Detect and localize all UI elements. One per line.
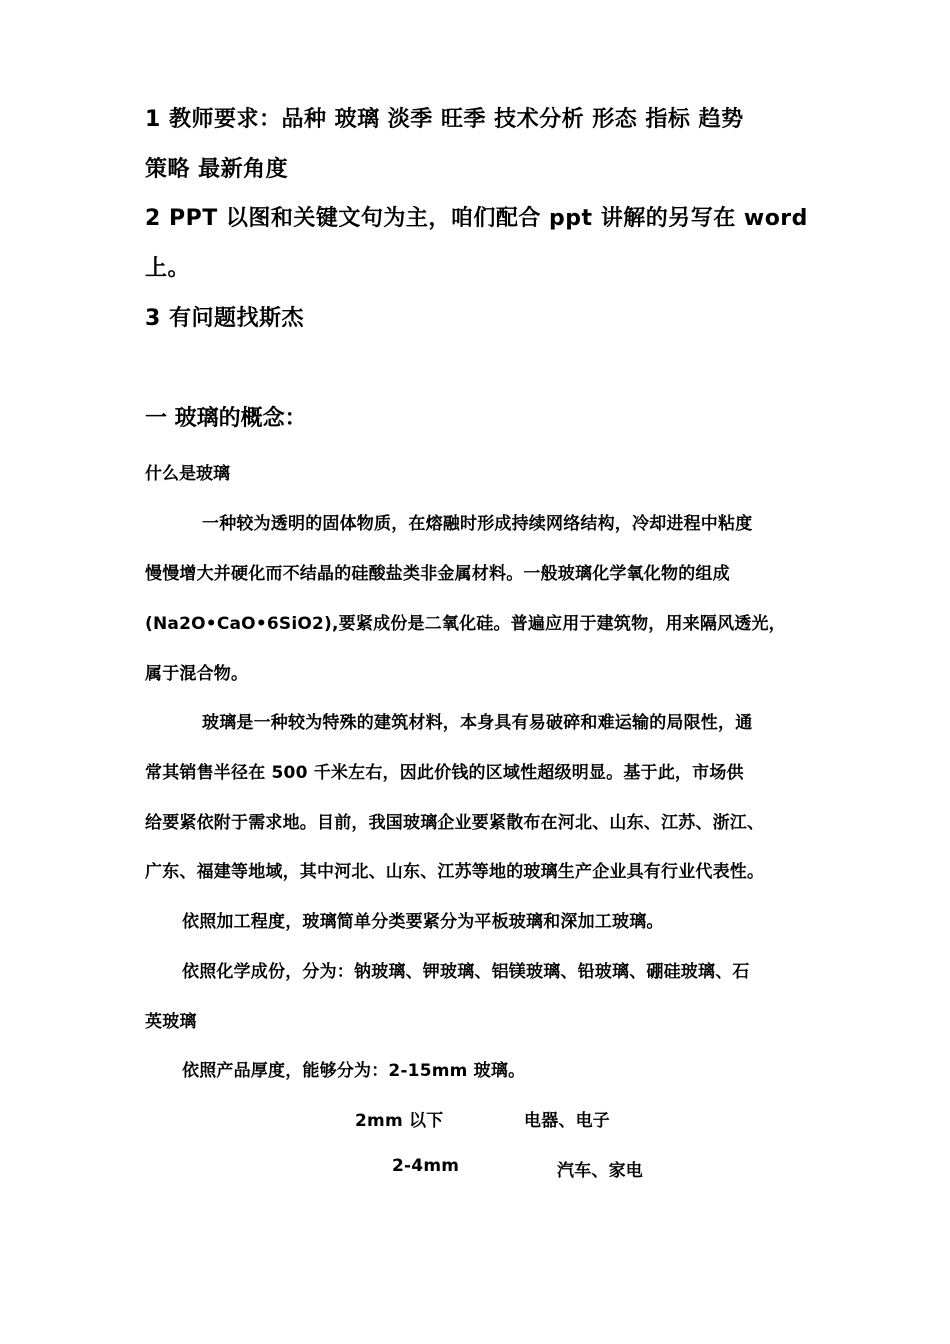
para1-line: 一种较为透明的固体物质，在熔融时形成持续网络结构，冷却进程中粘度 [202, 514, 753, 534]
thickness-range: 2mm 以下 [355, 1111, 444, 1131]
thickness-use: 电器、电子 [524, 1111, 610, 1131]
requirement-2-line-1: 2 PPT 以图和关键文句为主，咱们配合 ppt 讲解的另写在 word [145, 206, 808, 231]
para2-line: 常其销售半径在 500 千米左右，因此价钱的区域性超级明显。基于此，市场供 [145, 763, 744, 783]
para1-line: (Na2O•CaO•6SiO2),要紧成份是二氧化硅。普遍应用于建筑物，用来隔风透光， [145, 614, 786, 634]
para2-line: 给要紧依附于需求地。目前，我国玻璃企业要紧散布在河北、山东、江苏、浙江、 [145, 813, 765, 833]
para4-line: 英玻璃 [145, 1012, 197, 1032]
para5: 依照产品厚度，能够分为：2-15mm 玻璃。 [182, 1061, 526, 1081]
requirement-1-line-1: 1 教师要求：品种 玻璃 淡季 旺季 技术分析 形态 指标 趋势 [145, 107, 744, 132]
section-subheading: 什么是玻璃 [145, 464, 230, 484]
para1-line: 属于混合物。 [145, 664, 249, 684]
para2-line: 玻璃是一种较为特殊的建筑材料，本身具有易破碎和难运输的局限性，通 [202, 713, 753, 733]
para1-line: 慢慢增大并硬化而不结晶的硅酸盐类非金属材料。一般玻璃化学氧化物的组成 [145, 564, 730, 584]
requirement-2-line-2: 上。 [145, 256, 191, 281]
para2-line: 广东、福建等地域，其中河北、山东、江苏等地的玻璃生产企业具有行业代表性。 [145, 862, 765, 882]
thickness-use: 汽车、家电 [557, 1161, 643, 1181]
requirement-1-line-2: 策略 最新角度 [145, 157, 289, 182]
thickness-range: 2-4mm [392, 1156, 460, 1176]
section-heading: 一 玻璃的概念： [145, 406, 307, 431]
para4-line: 依照化学成份，分为：钠玻璃、钾玻璃、铝镁玻璃、铅玻璃、硼硅玻璃、石 [182, 962, 750, 982]
requirement-3: 3 有问题找斯杰 [145, 306, 304, 331]
para3: 依照加工程度，玻璃简单分类要紧分为平板玻璃和深加工玻璃。 [182, 912, 664, 932]
